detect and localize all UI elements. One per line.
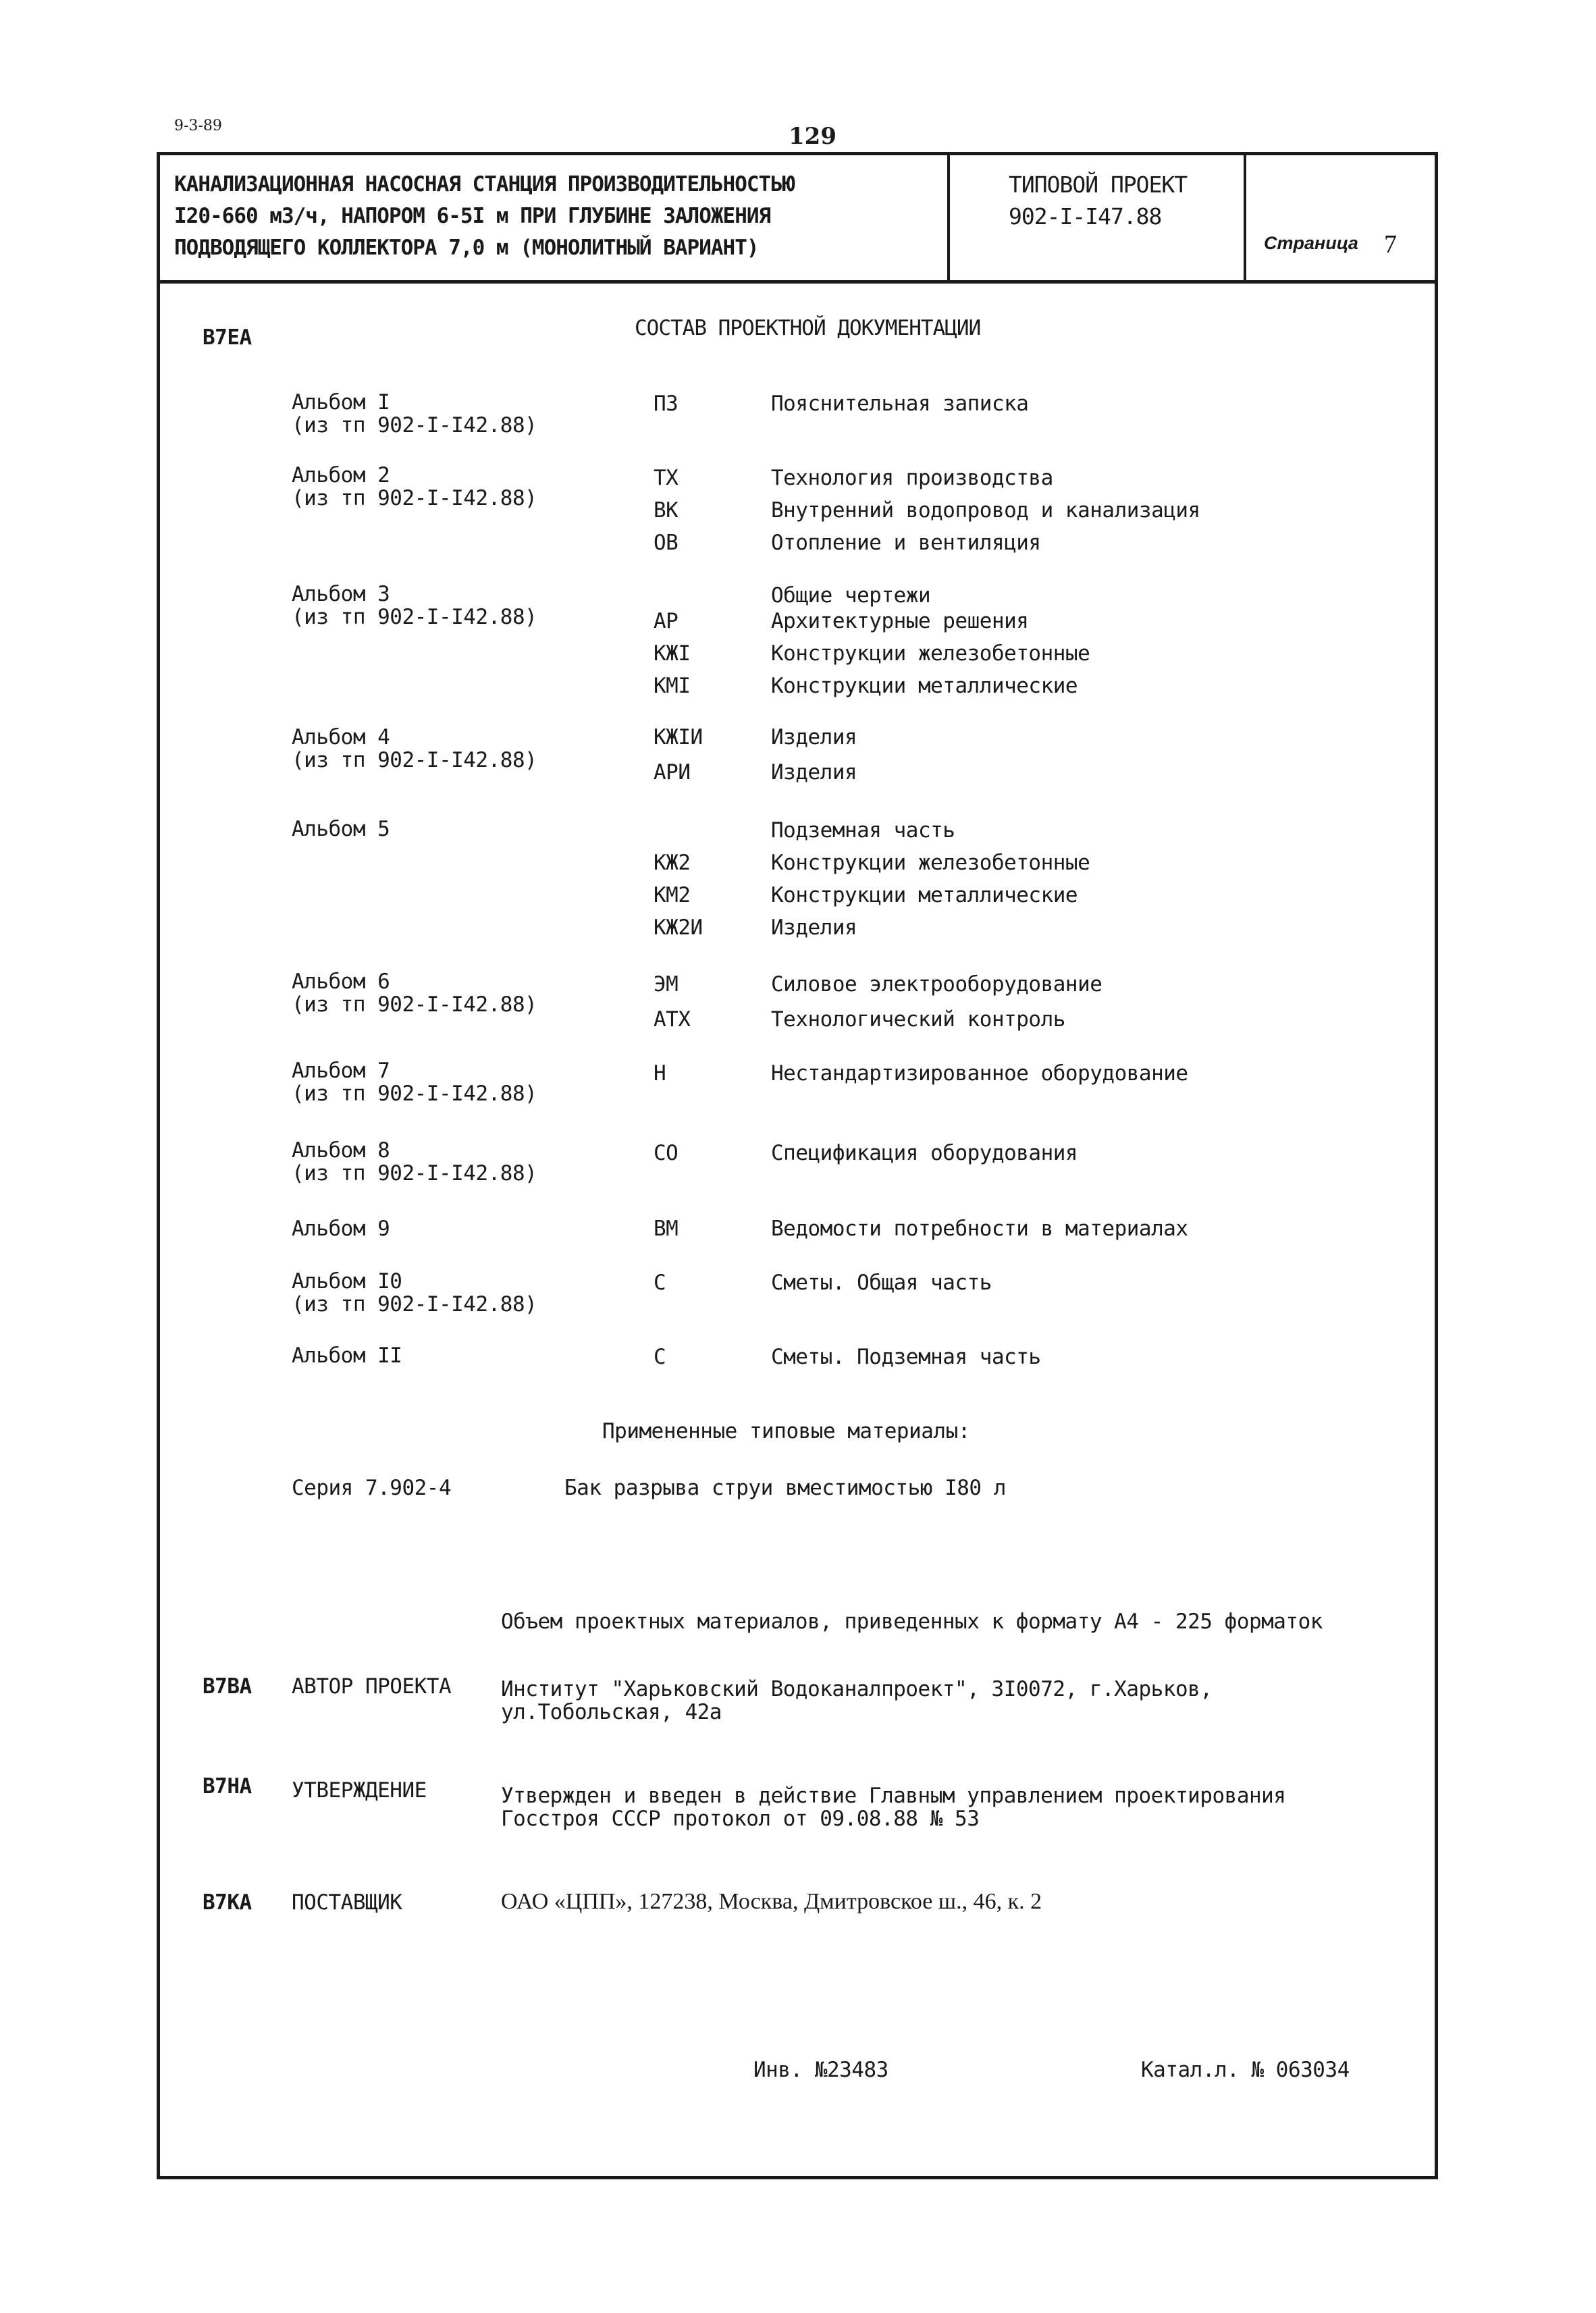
doc-code: С [654, 1271, 666, 1295]
album-name: Альбом 8 [292, 1138, 390, 1163]
doc-description: Сметы. Подземная часть [771, 1345, 1041, 1369]
doc-description: Технологический контроль [771, 1007, 1065, 1032]
doc-group-intro: Общие чертежи [771, 583, 931, 608]
album-name: Альбом 7 [292, 1059, 390, 1083]
doc-description: Внутренний водопровод и канализация [771, 498, 1200, 523]
page-title: СОСТАВ ПРОЕКТНОЙ ДОКУМЕНТАЦИИ [635, 316, 981, 340]
applied-series: Серия 7.902-4 [292, 1476, 452, 1500]
project-number: 902-I-I47.88 [1009, 203, 1162, 230]
album-source: (из тп 902-I-I42.88) [292, 1161, 537, 1186]
album-source: (из тп 902-I-I42.88) [292, 1292, 537, 1317]
doc-code: КМ2 [654, 883, 691, 907]
approval-label: УТВЕРЖДЕНИЕ [292, 1778, 427, 1803]
album-name: Альбом 9 [292, 1217, 390, 1241]
author-line: Институт "Харьковский Водоканалпроект", 3I0072, г.Харьков, [501, 1677, 1213, 1701]
applied-description: Бак разрыва струи вместимостью I80 л [564, 1476, 1006, 1500]
supplier-label: ПОСТАВЩИК [292, 1890, 402, 1915]
title-block-divider [947, 152, 950, 284]
applied-materials-heading: Примененные типовые материалы: [602, 1419, 970, 1443]
doc-code: КЖ2И [654, 915, 703, 940]
doc-code: ПЗ [654, 392, 679, 416]
catalog-number: Катал.л. № 063034 [1141, 2058, 1350, 2082]
page-value: 7 [1384, 230, 1397, 259]
section-code: В7ЕА [203, 325, 252, 350]
doc-description: Нестандартизированное оборудование [771, 1061, 1188, 1086]
album-source: (из тп 902-I-I42.88) [292, 486, 537, 510]
project-label: ТИПОВОЙ ПРОЕКТ [1009, 171, 1188, 198]
supplier-code: В7КА [203, 1890, 252, 1915]
document-title-line: I20-660 м3/ч, НАПОРОМ 6-5I м ПРИ ГЛУБИНЕ ЗАЛОЖЕНИЯ [174, 204, 771, 228]
document-title-line: ПОДВОДЯЩЕГО КОЛЛЕКТОРА 7,0 м (МОНОЛИТНЫЙ ВАРИАНТ) [174, 236, 759, 260]
title-block-divider [1244, 152, 1246, 284]
author-line: ул.Тобольская, 42а [501, 1700, 722, 1724]
inventory-number: Инв. №23483 [753, 2058, 888, 2082]
doc-code: ЭМ [654, 972, 679, 996]
doc-description: Архитектурные решения [771, 609, 1029, 633]
doc-code: С [654, 1345, 666, 1369]
doc-description: Технология производства [771, 466, 1053, 490]
supplier-value: ОАО «ЦПП», 127238, Москва, Дмитровское ш., 46, к. 2 [501, 1889, 1042, 1914]
approval-code: В7НА [203, 1774, 252, 1799]
doc-code: Н [654, 1061, 666, 1086]
doc-code: КЖ2 [654, 851, 691, 875]
album-source: (из тп 902-I-I42.88) [292, 748, 537, 772]
author-code: В7ВА [203, 1674, 252, 1699]
page-label: Страница [1264, 233, 1358, 253]
doc-description: Конструкции железобетонные [771, 641, 1090, 666]
album-name: Альбом I [292, 390, 390, 415]
doc-description: Сметы. Общая часть [771, 1271, 992, 1295]
doc-description: Изделия [771, 760, 857, 785]
album-name: Альбом 4 [292, 725, 390, 749]
doc-description: Изделия [771, 915, 857, 940]
doc-description: Конструкции металлические [771, 674, 1078, 698]
doc-description: Изделия [771, 725, 857, 749]
doc-code: ВМ [654, 1217, 679, 1241]
album-name: Альбом II [292, 1344, 402, 1368]
doc-code: ВК [654, 498, 679, 523]
document-title-line: КАНАЛИЗАЦИОННАЯ НАСОСНАЯ СТАНЦИЯ ПРОИЗВОДИТЕЛЬНОСТЬЮ [174, 172, 795, 196]
sheet-number: 129 [789, 123, 836, 150]
doc-description: Конструкции железобетонные [771, 851, 1090, 875]
album-name: Альбом 6 [292, 969, 390, 994]
doc-code: АТХ [654, 1007, 691, 1032]
doc-group-intro: Подземная часть [771, 818, 955, 843]
approval-line: Утвержден и введен в действие Главным управлением проектирования [501, 1784, 1286, 1808]
doc-code: КЖIИ [654, 725, 703, 749]
volume-note: Объем проектных материалов, приведенных к формату А4 - 225 форматок [501, 1610, 1323, 1634]
author-label: АВТОР ПРОЕКТА [292, 1674, 452, 1699]
album-source: (из тп 902-I-I42.88) [292, 1082, 537, 1106]
doc-code: КЖI [654, 641, 691, 666]
doc-code: ТХ [654, 466, 679, 490]
document-title [174, 169, 795, 264]
album-name: Альбом I0 [292, 1269, 402, 1294]
doc-description: Конструкции металлические [771, 883, 1078, 907]
doc-description: Отопление и вентиляция [771, 531, 1041, 555]
doc-code: ОВ [654, 531, 679, 555]
album-name: Альбом 5 [292, 817, 390, 841]
doc-code: АР [654, 609, 679, 633]
album-name: Альбом 3 [292, 582, 390, 606]
project-info [1009, 169, 1187, 232]
doc-code: АРИ [654, 760, 691, 785]
approval-line: Госстроя СССР протокол от 09.08.88 № 53 [501, 1807, 980, 1831]
doc-description: Пояснительная записка [771, 392, 1029, 416]
doc-description: Спецификация оборудования [771, 1141, 1078, 1165]
album-source: (из тп 902-I-I42.88) [292, 992, 537, 1017]
album-source: (из тп 902-I-I42.88) [292, 413, 537, 437]
doc-description: Силовое электрооборудование [771, 972, 1102, 996]
document-code: 9-3-89 [174, 117, 222, 134]
album-source: (из тп 902-I-I42.88) [292, 605, 537, 629]
doc-code: КМI [654, 674, 691, 698]
album-name: Альбом 2 [292, 463, 390, 487]
doc-description: Ведомости потребности в материалах [771, 1217, 1188, 1241]
doc-code: СО [654, 1141, 679, 1165]
